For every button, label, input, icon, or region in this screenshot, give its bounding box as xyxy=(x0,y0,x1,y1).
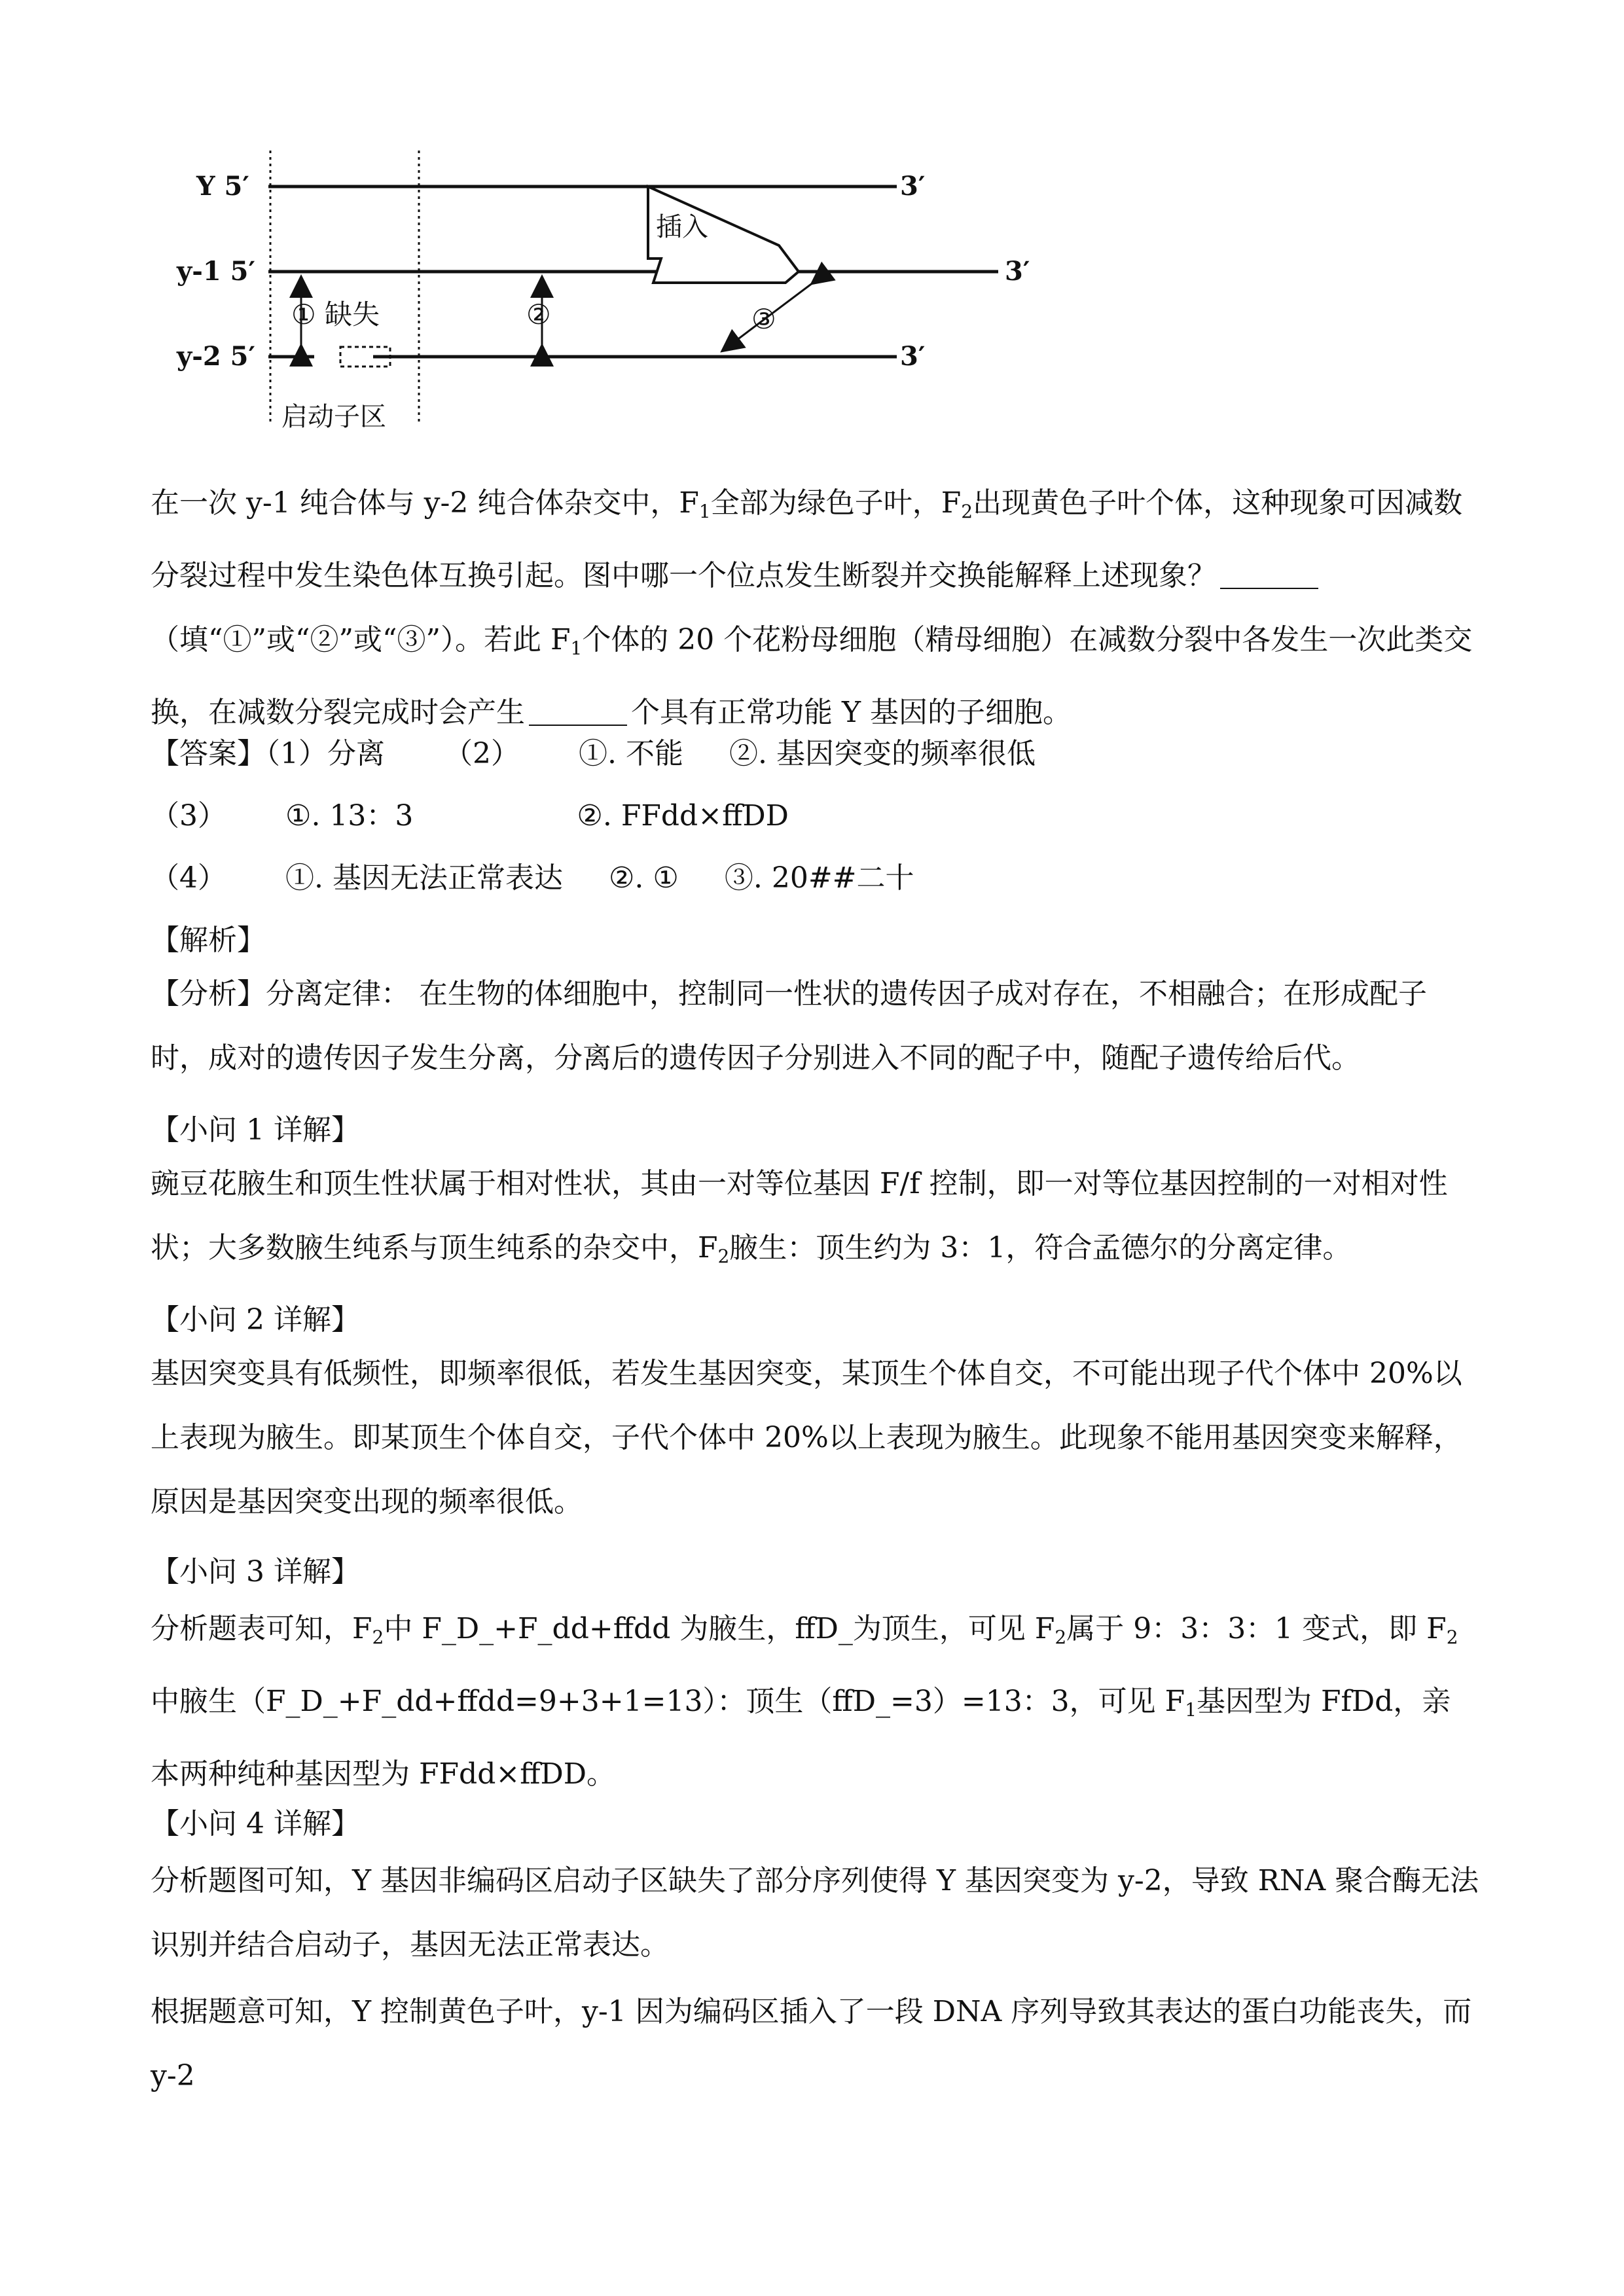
q2-detail: 基因突变具有低频性，即频率很低，若发生基因突变，某顶生个体自交，不可能出现子代个体中 20%以上表现为腋生。即某顶生个体自交，子代个体中 20%以上表现为腋生。此现象不能用基因突变来解释，原因是基因突变出现的频率很低。 xyxy=(151,1357,1462,1518)
y1-three-prime: 3′ xyxy=(1005,256,1030,287)
q4-detail-continued: 根据题意可知，Y 控制黄色子叶，y-1 因为编码区插入了一段 DNA 序列导致其表达的蛋白功能丧失，而 y-2 xyxy=(151,1995,1472,2092)
gene-diagram xyxy=(177,137,1074,445)
site2-label: ② xyxy=(526,298,551,331)
y1-row-label: y-1 5′ xyxy=(177,256,256,287)
promoter-label: 启动子区 xyxy=(281,402,386,432)
q3-heading: 【小问 3 详解】 xyxy=(151,1555,360,1588)
q3-detail: 分析题表可知，$F_2$中 F_D_+F_dd+ffdd 为腋生，ffD_为顶生，可见 $F_2$属于 9：3：3：1 变式，即 $F_2$中腋生（F_D_+F_dd+ffdd=9+3+1=13）：顶生（ffD_=3）=13：3，可见 $F_1$基因型为 FfDd，亲本两种纯种基因型为 FFdd×ffDD。 xyxy=(151,1612,1458,1791)
question-paragraph: 在一次 y-1 纯合体与 y-2 纯合体杂交中，$F_1$全部为绿色子叶，$F_2$出现黄色子叶个体，这种现象可因减数分裂过程中发生染色体互换引起。图中哪一个位点发生断裂并交换能解释上述现象？（填“①”或“②”或“③”）。若此 $F_1$个体的 20 个花粉母细胞（精母细胞）在减数分裂中各发生一次此类交换，在减数分裂完成时会产生 个具有正常功能 Y 基因的子细胞。 xyxy=(151,486,1473,729)
insertion-label: 插入 xyxy=(656,212,708,242)
site3-label: ③ xyxy=(751,303,776,335)
y2-three-prime: 3′ xyxy=(900,341,926,372)
answer-blank-2[interactable] xyxy=(529,698,627,726)
y2-row-label: y-2 5′ xyxy=(177,341,256,372)
q1-heading: 【小问 1 详解】 xyxy=(151,1113,360,1147)
y-three-prime: 3′ xyxy=(900,171,926,202)
q2-heading: 【小问 2 详解】 xyxy=(151,1303,360,1336)
q4-heading: 【小问 4 详解】 xyxy=(151,1807,360,1840)
answer-line-3: （4） ①. 基因无法正常表达 ②. ① ③. 20##二十 xyxy=(151,861,914,895)
analysis-heading: 【解析】 xyxy=(151,924,266,957)
answer-line-1: 【答案】（1）分离 （2） ①. 不能 ②. 基因突变的频率很低 xyxy=(151,737,1036,770)
q4-detail: 分析题图可知，Y 基因非编码区启动子区缺失了部分序列使得 Y 基因突变为 y-2，导致 RNA 聚合酶无法识别并结合启动子，基因无法正常表达。 xyxy=(151,1864,1479,1962)
answer-blank-1[interactable] xyxy=(1220,562,1318,589)
answer-line-2: （3） ①. 13：3 ②. FFdd×ffDD xyxy=(151,799,789,833)
y-row-label: Y 5′ xyxy=(196,171,249,202)
analysis-fenxi: 【分析】分离定律： 在生物的体细胞中，控制同一性状的遗传因子成对存在，不相融合；在形成配子时，成对的遗传因子发生分离，分离后的遗传因子分别进入不同的配子中，随配子遗传给后代。 xyxy=(151,977,1427,1075)
site1-label: ① 缺失 xyxy=(291,298,380,331)
q1-detail: 豌豆花腋生和顶生性状属于相对性状，其由一对等位基因 F/f 控制，即一对等位基因控制的一对相对性状；大多数腋生纯系与顶生纯系的杂交中，$F_2$腋生：顶生约为 3：1，符合孟德尔的分离定律。 xyxy=(151,1167,1448,1267)
